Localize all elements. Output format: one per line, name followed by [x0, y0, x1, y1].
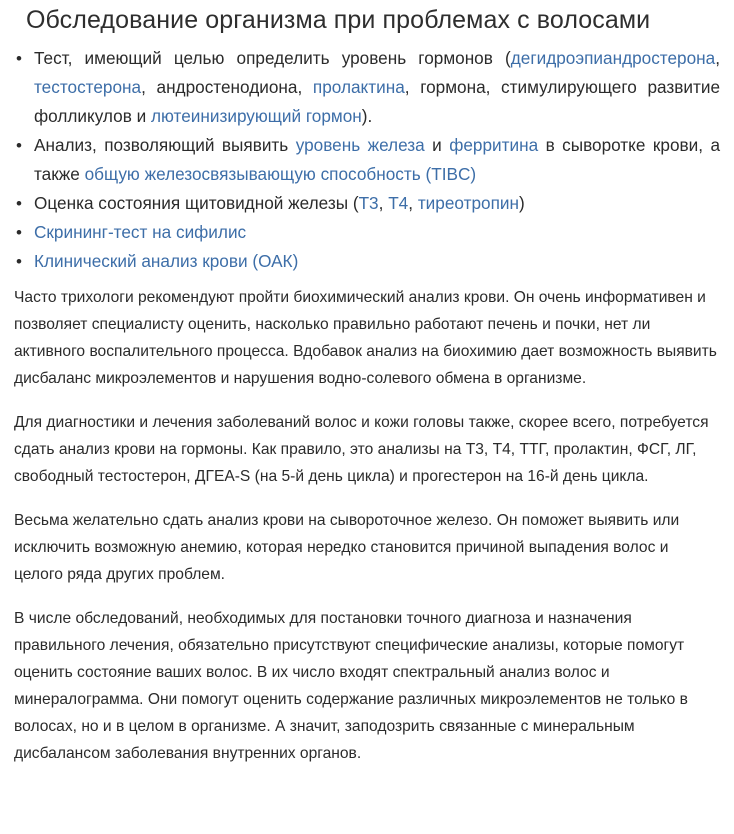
- link-t3[interactable]: Т3: [358, 193, 379, 213]
- link-lh[interactable]: лютеинизирующий гормон: [150, 106, 362, 126]
- link-cbc[interactable]: Клинический анализ крови (ОАК): [34, 251, 299, 271]
- article-body: [14, 284, 720, 767]
- list-item-iron-analysis: [14, 131, 720, 189]
- paragraph-serum-iron: Весьма желательно сдать анализ крови на сывороточное железо. Он поможет выявить или исключить возможную анемию, которая нередко становится причиной выпадения волос и целого ряда других проблем.: [14, 512, 680, 583]
- list-text: Тест, имеющий целью определить уровень гормонов (: [34, 48, 511, 68]
- link-t4[interactable]: Т4: [388, 193, 409, 213]
- link-ferritin[interactable]: ферритина: [449, 135, 539, 155]
- paragraph-hormones: Для диагностики и лечения заболеваний волос и кожи головы также, скорее всего, потребуется сдать анализ крови на гормоны. Как правило, это анализы на Т3, Т4, ТТГ, пролактин, ФСГ, ЛГ, свободный тестостерон, ДГЕА-S (на 5-й день цикла) и прогестерон на 16-й день цикла.: [14, 414, 709, 485]
- page-title: Обследование организма при проблемах с волосами: [26, 6, 651, 34]
- list-item-cbc: [14, 247, 720, 276]
- list-text: ,: [408, 193, 418, 213]
- list-text: и: [424, 135, 450, 155]
- bullet-icon: •: [16, 194, 22, 213]
- bullet-icon: •: [16, 223, 22, 242]
- bullet-icon: •: [16, 49, 22, 68]
- list-text: Анализ, позволяющий выявить: [34, 135, 296, 155]
- list-text: ,: [378, 193, 389, 213]
- list-text: ,: [715, 48, 720, 68]
- tests-list: [14, 44, 720, 276]
- link-testosterone[interactable]: тестостерона: [34, 77, 142, 97]
- list-text: ): [518, 193, 525, 213]
- list-text: , гормона, стимулирующего развитие фолликулов и: [34, 77, 721, 126]
- list-item-thyroid: [14, 189, 720, 218]
- paragraph-biochemistry: Часто трихологи рекомендуют пройти биохимический анализ крови. Он очень информативен и позволяет специалисту оценить, насколько правильно работают печень и почки, нет ли активного воспалительного процесса. Вдобавок анализ на биохимию дает возможность выявить дисбаланс микроэлементов и нарушения водно-солевого обмена в организме.: [14, 289, 717, 387]
- list-text: , андростенодиона,: [141, 77, 313, 97]
- list-item-syphilis-screening: [14, 218, 720, 247]
- link-iron-level[interactable]: уровень железа: [295, 135, 425, 155]
- link-dhea[interactable]: дегидроэпиандростерона: [510, 48, 716, 68]
- bullet-icon: •: [16, 136, 22, 155]
- paragraph-hair-analysis: В числе обследований, необходимых для постановки точного диагноза и назначения правильного лечения, обязательно присутствуют специфические анализы, которые помогут оценить состояние ваших волос. В их число входят спектральный анализ волос и минералограмма. Они помогут оценить содержание различных микроэлементов не только в волосах, но и в целом в организме. А значит, заподозрить связанные с минеральным дисбалансом заболевания внутренних органов.: [14, 610, 688, 762]
- link-prolactin[interactable]: пролактина: [312, 77, 405, 97]
- list-text: Оценка состояния щитовидной железы (: [34, 193, 359, 213]
- link-syphilis-screening[interactable]: Скрининг-тест на сифилис: [34, 222, 247, 242]
- list-text: ).: [361, 106, 373, 126]
- link-tsh[interactable]: тиреотропин: [417, 193, 519, 213]
- list-item-hormones-test: [14, 44, 720, 131]
- link-tibc[interactable]: общую железосвязывающую способность (TIBC): [84, 164, 477, 184]
- bullet-icon: •: [16, 252, 22, 271]
- list-text: в сыворотке крови, а также: [34, 135, 721, 184]
